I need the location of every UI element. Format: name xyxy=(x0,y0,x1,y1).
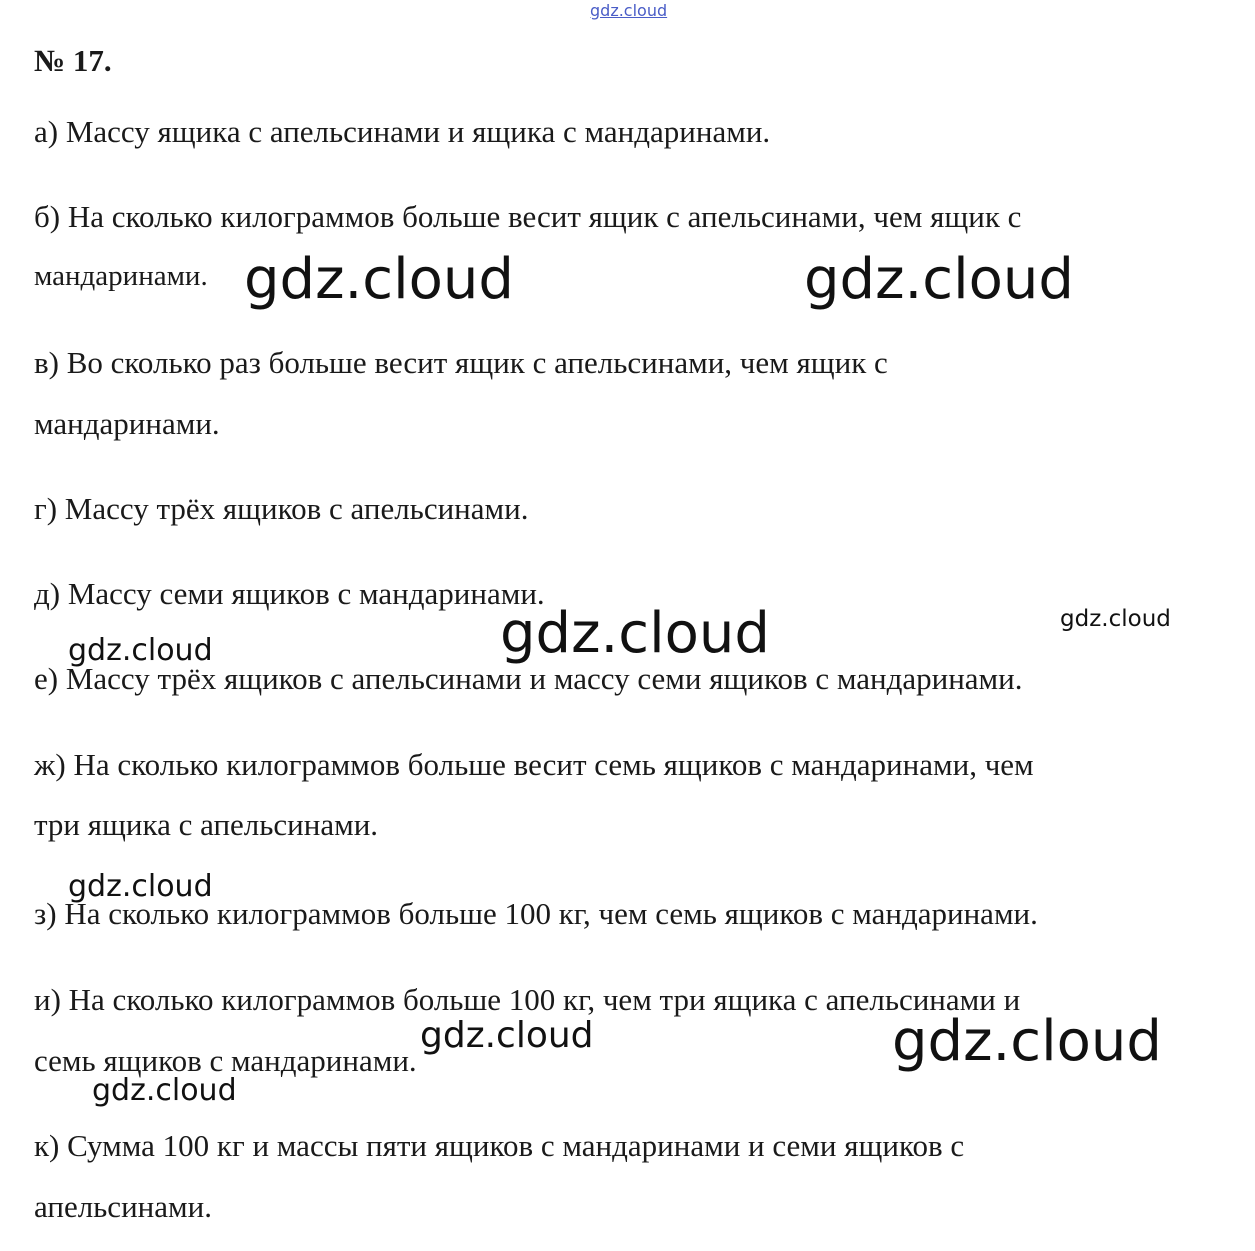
watermark: gdz.cloud xyxy=(68,869,213,904)
item-k-line1: к) Сумма 100 кг и массы пяти ящиков с мандаринами и семи ящиков с xyxy=(34,1128,965,1163)
watermark: gdz.cloud xyxy=(892,1009,1162,1074)
item-b-line2: мандаринами. xyxy=(34,260,208,292)
item-d: д) Массу семи ящиков с мандаринами. xyxy=(34,576,545,611)
watermark: gdz.cloud xyxy=(68,633,213,668)
item-k-line2: апельсинами. xyxy=(34,1189,212,1224)
item-i-line2: семь ящиков с мандаринами. xyxy=(34,1043,417,1078)
item-z: з) На сколько килограммов больше 100 кг, чем семь ящиков с мандаринами. xyxy=(34,896,1038,931)
watermark: gdz.cloud xyxy=(804,247,1074,312)
item-v-line2: мандаринами. xyxy=(34,406,220,441)
item-i-line1: и) На сколько килограммов больше 100 кг, чем три ящика с апельсинами и xyxy=(34,982,1021,1017)
item-b-line1: б) На сколько килограммов больше весит ящик с апельсинами, чем ящик с xyxy=(34,199,1022,234)
item-zh-line1: ж) На сколько килограммов больше весит семь ящиков с мандаринами, чем xyxy=(34,747,1034,782)
problem-number: № 17. xyxy=(34,43,112,78)
item-v-line1: в) Во сколько раз больше весит ящик с апельсинами, чем ящик с xyxy=(34,345,888,380)
source-link[interactable]: gdz.cloud xyxy=(590,1,668,20)
item-zh-line2: три ящика с апельсинами. xyxy=(34,807,379,842)
watermark: gdz.cloud xyxy=(420,1015,594,1056)
item-a: а) Массу ящика с апельсинами и ящика с мандаринами. xyxy=(34,114,771,149)
item-g: г) Массу трёх ящиков с апельсинами. xyxy=(34,491,529,526)
watermark: gdz.cloud xyxy=(244,247,514,312)
watermark: gdz.cloud xyxy=(1060,606,1171,632)
item-e: е) Массу трёх ящиков с апельсинами и массу семи ящиков с мандаринами. xyxy=(34,661,1023,696)
watermark: gdz.cloud xyxy=(500,601,770,666)
watermark: gdz.cloud xyxy=(92,1073,237,1108)
